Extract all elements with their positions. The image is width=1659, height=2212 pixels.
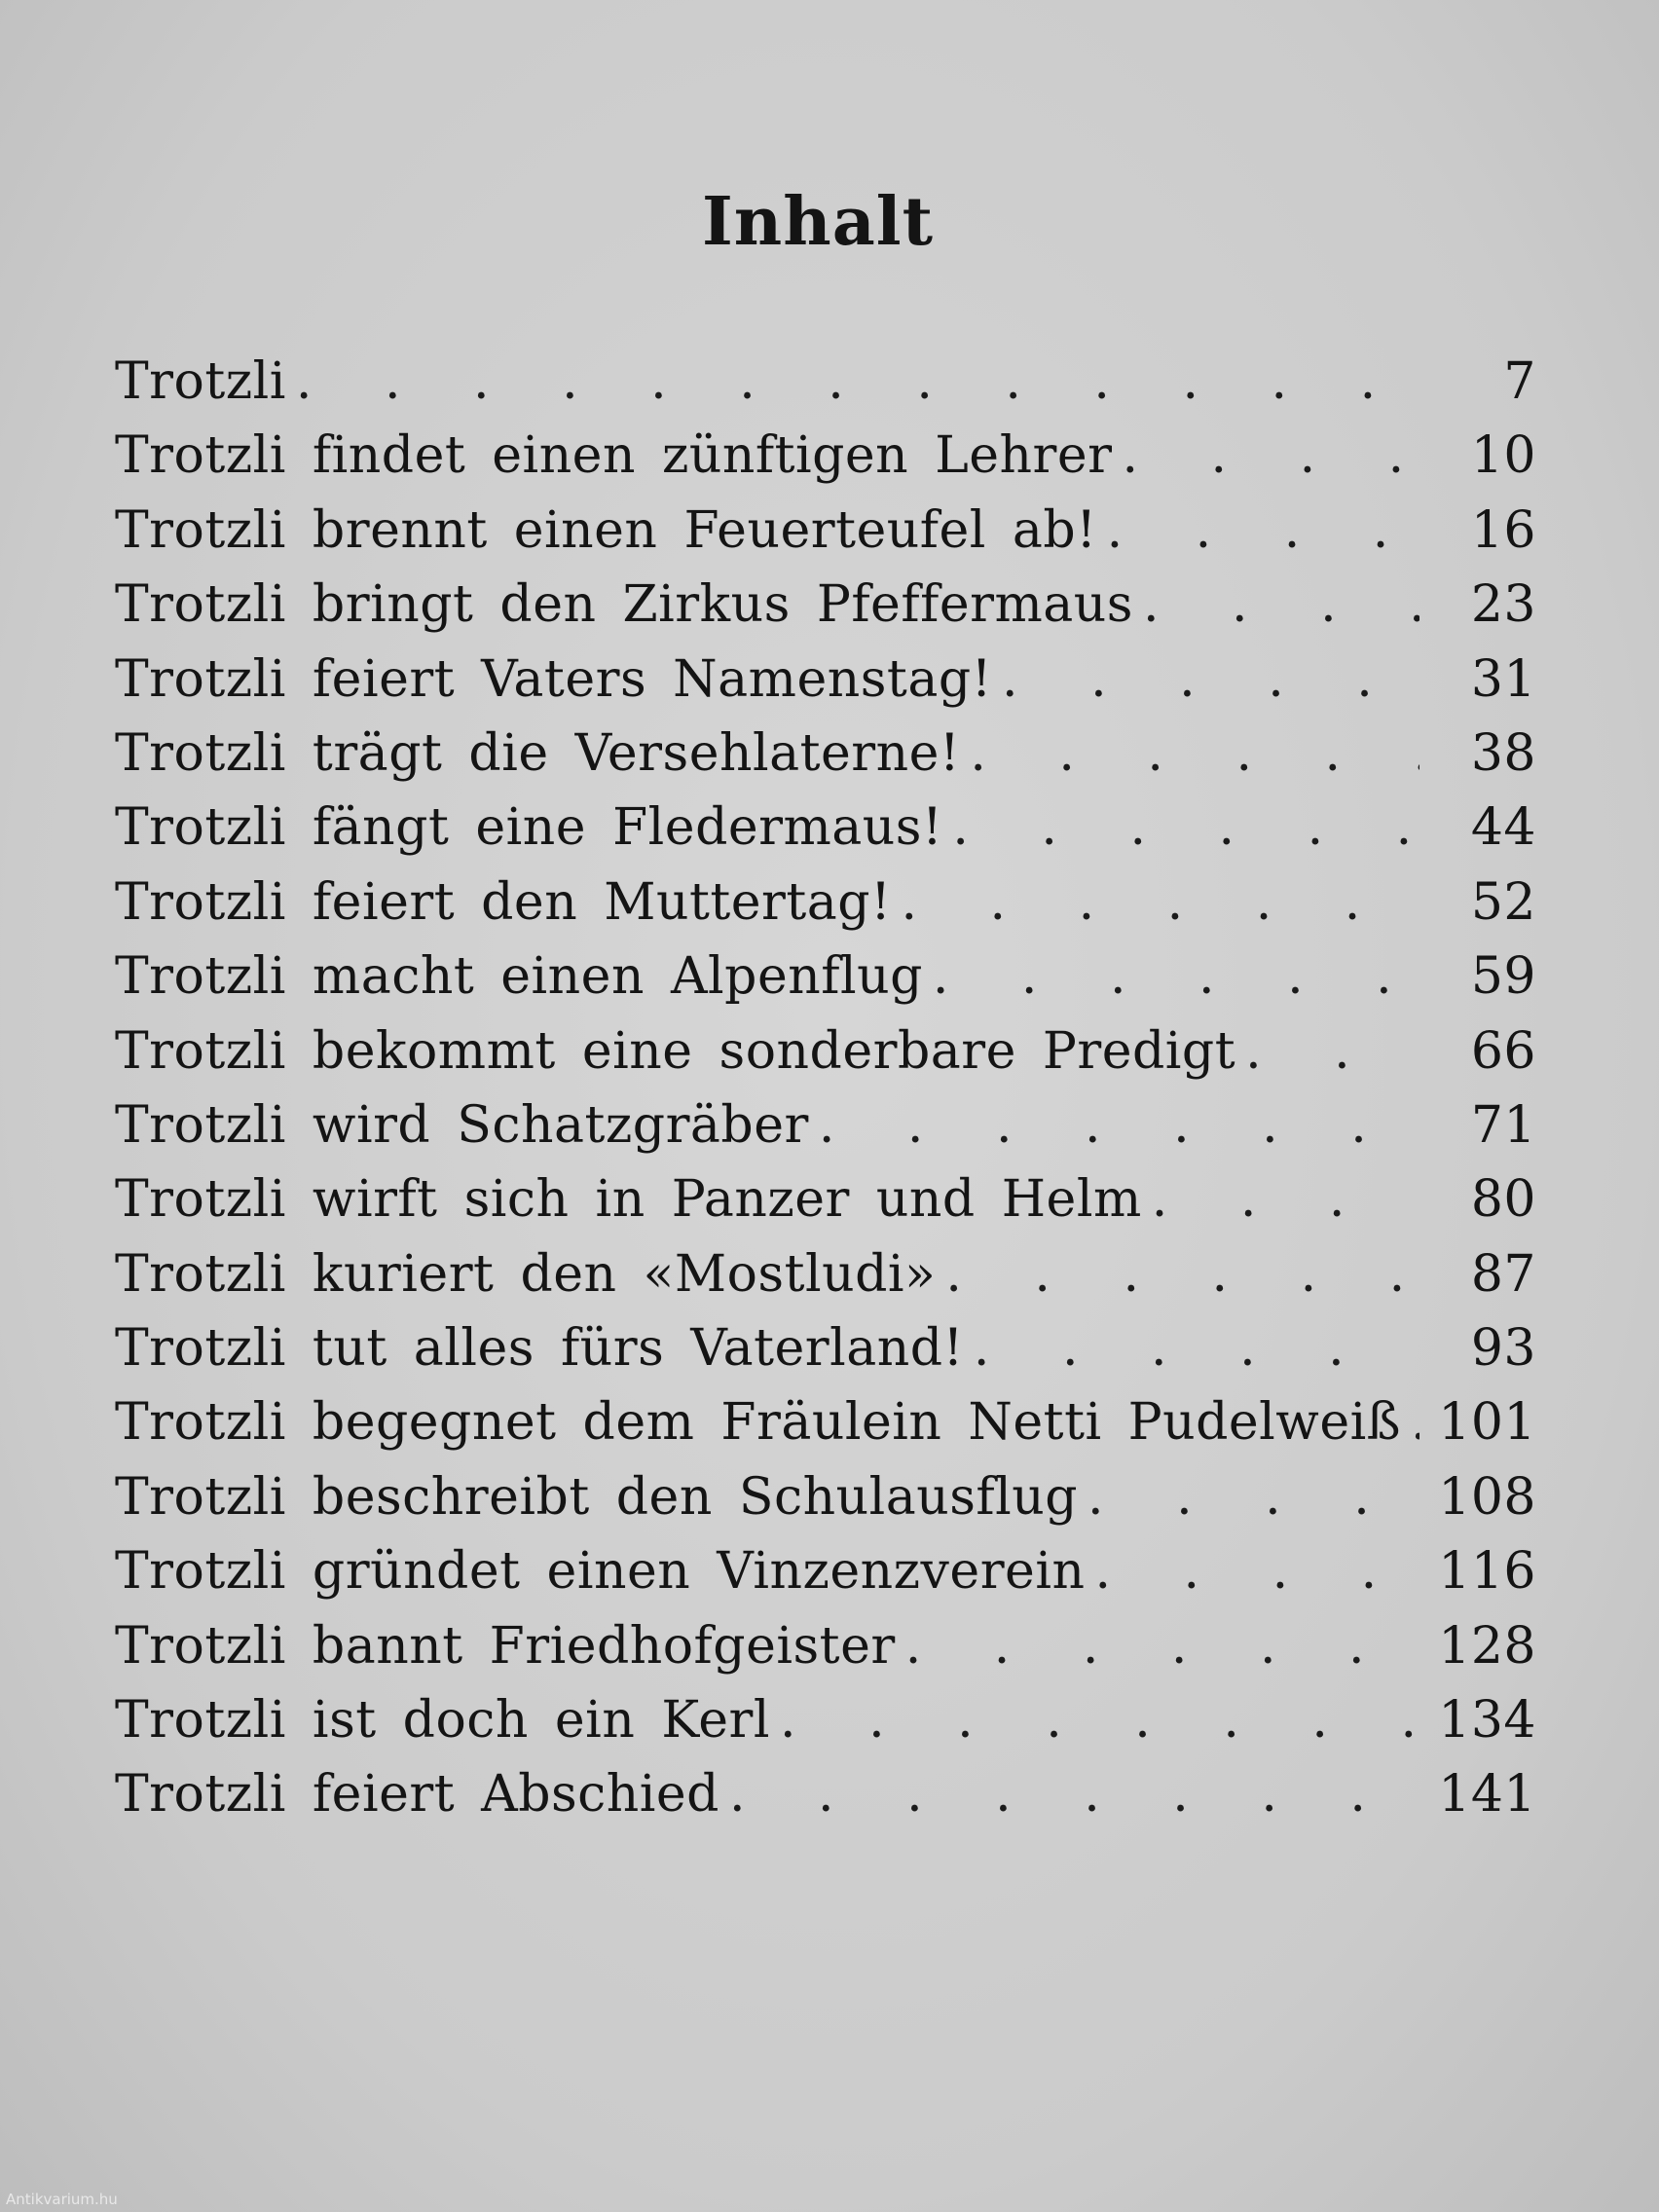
dot-leader xyxy=(1245,1022,1419,1081)
dot-leader xyxy=(1143,575,1419,634)
dot-leader xyxy=(1088,1468,1419,1527)
toc-entry-page: 128 xyxy=(1438,1616,1536,1676)
toc-entry-title: Trotzli gründet einen Vinzenzverein xyxy=(115,1542,1086,1602)
toc-entry-page: 31 xyxy=(1470,649,1536,709)
toc-entry-page: 87 xyxy=(1470,1244,1536,1304)
toc-entry xyxy=(115,1245,1536,1319)
toc-entry-page: 134 xyxy=(1438,1691,1536,1751)
toc-entry-page: 10 xyxy=(1470,426,1536,486)
toc-entry-title: Trotzli findet einen zünftigen Lehrer xyxy=(115,426,1113,486)
toc-entry xyxy=(115,947,1536,1021)
toc-entry xyxy=(115,1319,1536,1393)
toc-entry-title: Trotzli feiert Abschied xyxy=(115,1765,719,1825)
toc-entry-title: Trotzli xyxy=(115,352,286,411)
toc-entry-title: Trotzli tut alles fürs Vaterland! xyxy=(115,1319,964,1379)
dot-leader xyxy=(1123,426,1420,485)
toc-entry xyxy=(115,575,1536,649)
dot-leader xyxy=(1411,1393,1419,1452)
dot-leader xyxy=(296,352,1419,411)
dot-leader xyxy=(952,798,1419,857)
toc-entry-title: Trotzli feiert den Muttertag! xyxy=(115,872,892,932)
toc-entry-page: 80 xyxy=(1470,1170,1536,1230)
toc-entry-title: Trotzli beschreibt den Schulausflug xyxy=(115,1467,1079,1527)
toc-entry-page: 23 xyxy=(1470,575,1536,635)
toc-entry-page: 71 xyxy=(1470,1095,1536,1155)
toc-entry-title: Trotzli kuriert den «Mostludi» xyxy=(115,1244,937,1304)
dot-leader xyxy=(945,1245,1419,1304)
toc-entry-title: Trotzli feiert Vaters Namenstag! xyxy=(115,649,993,709)
toc-entry xyxy=(115,1542,1536,1616)
toc-entry xyxy=(115,798,1536,872)
toc-entry-title: Trotzli fängt eine Fledermaus! xyxy=(115,798,943,858)
watermark: Antikvarium.hu xyxy=(6,2191,118,2208)
toc-entry-page: 141 xyxy=(1438,1765,1536,1825)
table-of-contents xyxy=(115,352,1536,1840)
toc-entry-title: Trotzli macht einen Alpenflug xyxy=(115,947,923,1007)
toc-entry xyxy=(115,1691,1536,1765)
toc-entry-title: Trotzli trägt die Versehlaterne! xyxy=(115,723,961,783)
toc-entry-page: 116 xyxy=(1438,1542,1536,1602)
toc-entry-title: Trotzli begegnet dem Fräulein Netti Pudelweiß xyxy=(115,1393,1401,1453)
toc-entry xyxy=(115,873,1536,947)
toc-entry-page: 66 xyxy=(1470,1021,1536,1081)
dot-leader xyxy=(1094,1542,1419,1601)
toc-entry-page: 52 xyxy=(1470,872,1536,932)
dot-leader xyxy=(905,1617,1419,1676)
toc-entry xyxy=(115,1468,1536,1542)
toc-entry-page: 59 xyxy=(1470,947,1536,1007)
dot-leader xyxy=(780,1691,1419,1750)
toc-entry-page: 38 xyxy=(1470,723,1536,783)
toc-entry xyxy=(115,650,1536,724)
toc-entry-title: Trotzli wird Schatzgräber xyxy=(115,1095,809,1155)
toc-entry xyxy=(115,426,1536,500)
page-title: Inhalt xyxy=(702,183,934,261)
toc-entry-title: Trotzli brennt einen Feuerteufel ab! xyxy=(115,500,1097,560)
toc-entry xyxy=(115,1393,1536,1467)
toc-entry-title: Trotzli bekommt eine sonderbare Predigt xyxy=(115,1021,1236,1081)
dot-leader xyxy=(970,724,1419,783)
toc-entry xyxy=(115,1096,1536,1170)
toc-entry xyxy=(115,1022,1536,1096)
dot-leader xyxy=(901,873,1419,932)
dot-leader xyxy=(1107,501,1419,560)
dot-leader xyxy=(1002,650,1419,709)
toc-entry-title: Trotzli ist doch ein Kerl xyxy=(115,1691,771,1751)
dot-leader xyxy=(1152,1170,1419,1229)
toc-entry xyxy=(115,1765,1536,1839)
dot-leader xyxy=(819,1096,1419,1155)
toc-entry xyxy=(115,1617,1536,1691)
toc-entry-page: 108 xyxy=(1438,1467,1536,1527)
toc-entry-title: Trotzli bannt Friedhofgeister xyxy=(115,1616,896,1676)
toc-entry xyxy=(115,724,1536,798)
toc-entry-title: Trotzli bringt den Zirkus Pfeffermaus xyxy=(115,575,1133,635)
toc-entry-page: 93 xyxy=(1470,1319,1536,1379)
dot-leader xyxy=(933,947,1419,1006)
toc-entry xyxy=(115,352,1536,426)
dot-leader xyxy=(974,1319,1419,1378)
toc-entry-page: 16 xyxy=(1470,500,1536,560)
toc-entry-title: Trotzli wirft sich in Panzer und Helm xyxy=(115,1170,1142,1230)
toc-entry-page: 7 xyxy=(1503,352,1536,411)
toc-entry-page: 101 xyxy=(1438,1393,1536,1453)
toc-entry xyxy=(115,1170,1536,1244)
toc-entry-page: 44 xyxy=(1470,798,1536,858)
toc-entry xyxy=(115,501,1536,575)
dot-leader xyxy=(729,1765,1419,1824)
